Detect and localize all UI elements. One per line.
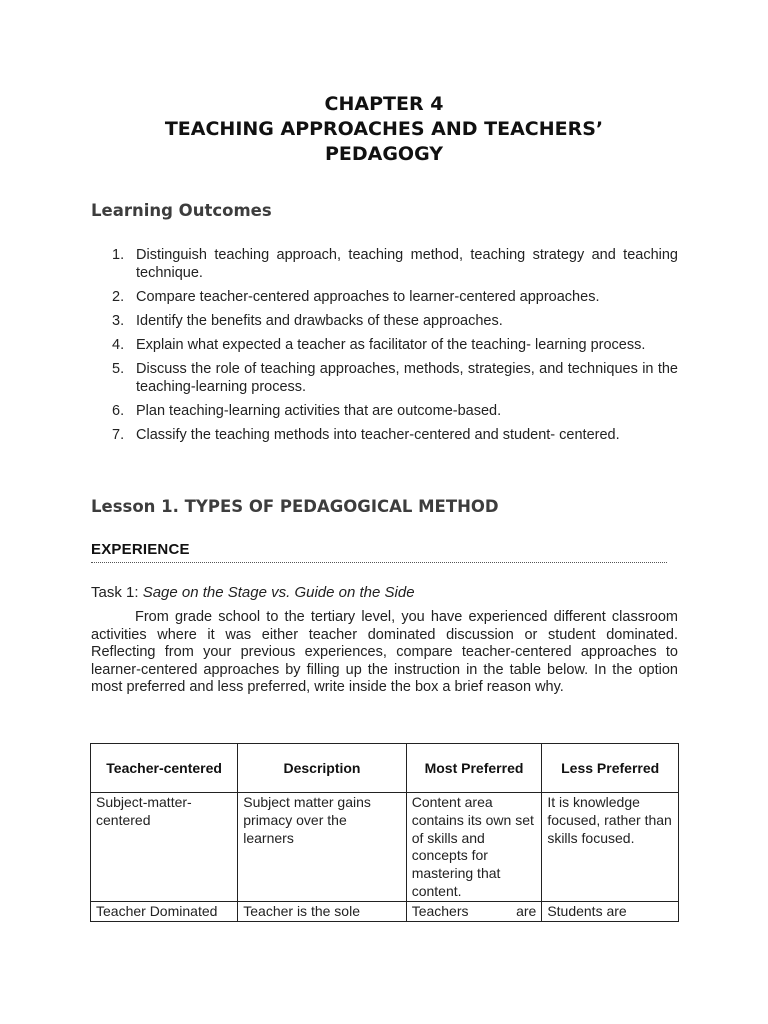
table-cell: Content area contains its own set of skills and concepts for mastering that content. [406,793,542,902]
dotted-divider [91,562,667,563]
table-cell: Subject-matter-centered [91,793,238,902]
table-row [91,793,679,902]
task-name: Sage on the Stage vs. Guide on the Side [142,584,415,601]
table-cell: Students are [542,901,679,921]
column-header: Most Preferred [406,744,542,793]
task-label: Task 1: [91,584,143,601]
learning-outcomes-list [91,246,678,450]
list-item: 3. Identify the benefits and drawbacks of these approaches. [112,313,503,329]
list-item: 7. Classify the teaching methods into teacher-centered and student- centered. [112,427,620,443]
chapter-number: CHAPTER 4 [324,93,444,115]
column-header: Less Preferred [542,744,679,793]
column-header: Teacher-centered [91,744,238,793]
task-title [91,584,415,601]
table-cell: Teacher is the sole [238,901,406,921]
table-cell: Subject matter gains primacy over the learners [238,793,406,902]
column-header: Description [238,744,406,793]
experience-heading: EXPERIENCE [91,541,190,558]
chapter-title-line-2: PEDAGOGY [324,143,444,165]
chapter-title-line-1: TEACHING APPROACHES AND TEACHERS’ [164,118,604,140]
table-cell: Teachers are [406,901,542,921]
list-item: 6. Plan teaching-learning activities that are outcome-based. [112,403,502,419]
task-instructions: From grade school to the tertiary level, you have experienced different classroom activities where it was either teacher dominated discussion or student dominated. Reflecting from your previous experiences, compare teacher-centered approaches to learner-centered approaches by filling up the instruction in the table below. In the option most preferred and less preferred, write inside the box a brief reason why. [91,609,678,696]
list-item: 5. Discuss the role of teaching approaches, methods, strategies, and techniques in the teaching-learning process. [112,361,678,395]
learning-outcomes-heading: Learning Outcomes [91,201,272,220]
list-item: 4. Explain what expected a teacher as facilitator of the teaching- learning process. [112,337,646,353]
list-item: 1. Distinguish teaching approach, teaching method, teaching strategy and teaching technique. [112,247,678,281]
comparison-table [90,743,679,922]
table-header-row [91,744,679,793]
table-row [91,901,679,921]
table-cell: Teacher Dominated [91,901,238,921]
list-item: 2. Compare teacher-centered approaches to learner-centered approaches. [112,289,600,305]
lesson-heading: Lesson 1. TYPES OF PEDAGOGICAL METHOD [91,497,499,516]
table-cell: It is knowledge focused, rather than skills focused. [542,793,679,902]
